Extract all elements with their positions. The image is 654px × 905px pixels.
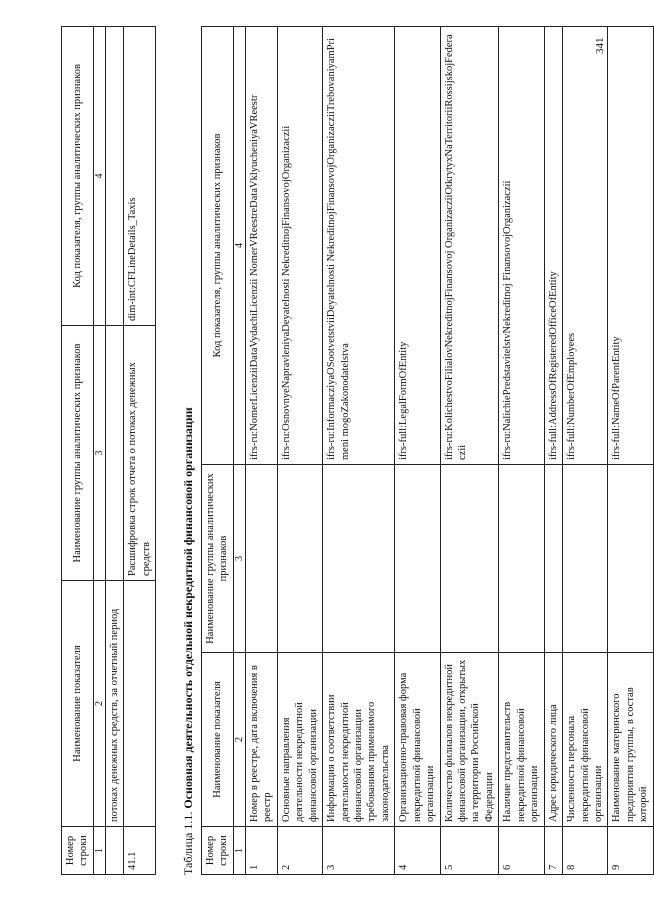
column-number: 3 [93,326,105,581]
column-number: 1 [233,827,245,875]
table-row [608,27,653,875]
table-row [124,27,156,875]
row-number: 41.1 [124,827,156,875]
table-row [277,27,322,875]
header-row [202,27,234,875]
indicator-code: ifrs-ru:KolichestvoFilialovNekreditnojFinansovoj OrganizacziiOtkrytyxNaTerritoriiRossijskojFederaczii [440,27,499,465]
indicator-code: ifrs-full:NumberOfEmployees [563,27,608,465]
header-code: Код показателя, группы аналитических признаков [62,27,94,326]
header-group-name: Наименование группы аналитических признаков [62,326,94,581]
row-number [105,827,123,875]
main-activity-table [201,26,654,875]
table-row [105,27,123,875]
indicator-name: Организационно-правовая форма некредитной финансовой организации [395,653,440,827]
continuation-table [61,26,156,875]
group-name [440,465,499,653]
indicator-code: ifrs-full:AddressOfRegisteredOfficeOfEntity [544,27,562,465]
group-name [544,465,562,653]
indicator-code: ifrs-ru:NalichiePredstavitelstvNekreditnoj FinansovojOrganizaczii [499,27,544,465]
indicator-name: Номер в реестре, дата включения в реестр [245,653,277,827]
column-number: 2 [233,653,245,827]
indicator-name: Количество филиалов некредитной финансовой организации, открытых на территории Российской Федерации [440,653,499,827]
column-number: 4 [233,27,245,465]
row-number: 2 [277,827,322,875]
indicator-code: ifrs-ru:NomerLicenziiDataVydachiLicenzii NomerVReestreDataVklyucheniyaVReestr [245,27,277,465]
table-row [544,27,562,875]
row-number: 9 [608,827,653,875]
indicator-name: Основные направления деятельности некредитной финансовой организации [277,653,322,827]
row-number: 6 [499,827,544,875]
indicator-name [124,581,156,827]
group-name [245,465,277,653]
row-number: 7 [544,827,562,875]
group-name [105,326,123,581]
indicator-name: Информация о соответствии деятельности некредитной финансовой организации требованиям применимого законодательства [323,653,395,827]
caption-title: Основная деятельность отдельной некредитной финансовой организации [181,407,195,809]
row-number: 1 [245,827,277,875]
group-name [395,465,440,653]
column-number: 3 [233,465,245,653]
header-name: Наименование показателя [202,653,234,827]
indicator-name: Численность персонала некредитной финансовой организации [563,653,608,827]
header-name: Наименование показателя [62,581,94,827]
column-number: 1 [93,827,105,875]
indicator-code [105,27,123,326]
group-name: Расшифровка строк отчета о потоках денежных средств [124,326,156,581]
indicator-code: ifrs-ru:InformacziyaOSootvetstviiDeyatelnosti NekreditnojFinansovojOrganizacziiTrebovaniyamPrimeni mogoZakonodatelstva [323,27,395,465]
indicator-code: ifrs-full:LegalFormOfEntity [395,27,440,465]
group-name [608,465,653,653]
table-caption [181,407,196,875]
header-row [62,27,94,875]
column-number: 4 [93,27,105,326]
indicator-name: потоках денежных средств, за отчетный период [105,581,123,827]
row-number: 3 [323,827,395,875]
caption-prefix: Таблица 1.1. [181,811,195,875]
row-number: 8 [563,827,608,875]
table-row [499,27,544,875]
page-number: 341 [594,37,606,54]
table-row [563,27,608,875]
header-code: Код показателя, группы аналитических признаков [202,27,234,465]
header-number: Номер строки [62,827,94,875]
table-row [440,27,499,875]
row-number: 4 [395,827,440,875]
group-name [563,465,608,653]
column-number: 2 [93,581,105,827]
table-row [245,27,277,875]
group-name [323,465,395,653]
group-name [277,465,322,653]
column-number-row [233,27,245,875]
header-group-name: Наименование группы аналитических признаков [202,465,234,653]
indicator-code: ifrs-full:NameOfParentEntity [608,27,653,465]
column-number-row [93,27,105,875]
row-number: 5 [440,827,499,875]
indicator-code: ifrs-ru:OsnovnyeNapravleniyaDeyatelnosti NekreditnojFinansovojOrganizaczii [277,27,322,465]
table-row [323,27,395,875]
table-row [395,27,440,875]
indicator-name: Наличие представительств некредитной финансовой организации [499,653,544,827]
indicator-name: Наименование материнского предприятия группы, в состав которой [608,653,653,827]
indicator-name: Адрес юридического лица [544,653,562,827]
group-name [499,465,544,653]
indicator-code: dim-int:CFLineDetails_Taxis [124,27,156,326]
header-number: Номер строки [202,827,234,875]
